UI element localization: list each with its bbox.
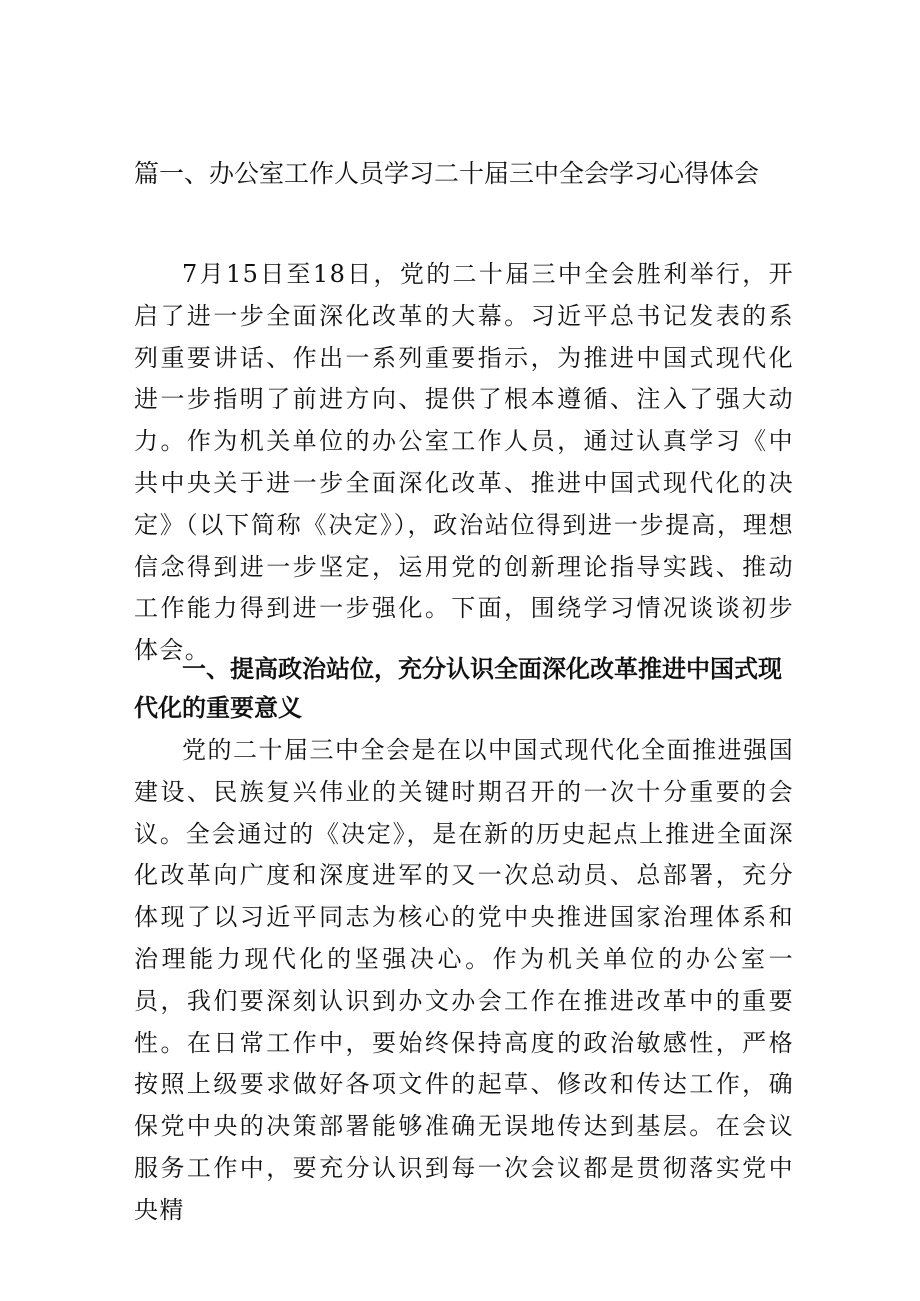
document-title: 篇一、办公室工作人员学习二十届三中全会学习心得体会 bbox=[134, 159, 760, 188]
section-heading-1: 一、提高政治站位，充分认识全面深化改革推进中国式现代化的重要意义 bbox=[134, 655, 782, 722]
section-1-paragraph: 党的二十届三中全会是在以中国式现代化全面推进强国建设、民族复兴伟业的关键时期召开的一次十分重要的会议。全会通过的《决定》，是在新的历史起点上推进全面深化改革向广度和深度进军的又一次总动员、总部署，充分体现了以习近平同志为核心的党中央推进国家治理体系和治理能力现代化的坚强决心。作为机关单位的办公室一员，我们要深刻认识到办文办会工作在推进改革中的重要性。在日常工作中，要始终保持高度的政治敏感性，严格按照上级要求做好各项文件的起草、修改和传达工作，确保党中央的决策部署能够准确无误地传达到基层。在会议服务工作中，要充分认识到每一次会议都是贯彻落实党中央精 bbox=[134, 736, 794, 1224]
intro-paragraph: 7月15日至18日，党的二十届三中全会胜利举行，开启了进一步全面深化改革的大幕。习近平总书记发表的系列重要讲话、作出一系列重要指示，为推进中国式现代化进一步指明了前进方向、提供了根本遵循、注入了强大动力。作为机关单位的办公室工作人员，通过认真学习《中共中央关于进一步全面深化改革、推进中国式现代化的决定》（以下简称《决定》），政治站位得到进一步提高，理想信念得到进一步坚定，运用党的创新理论指导实践、推动工作能力得到进一步强化。下面，围绕学习情况谈谈初步体会。 bbox=[134, 260, 794, 665]
